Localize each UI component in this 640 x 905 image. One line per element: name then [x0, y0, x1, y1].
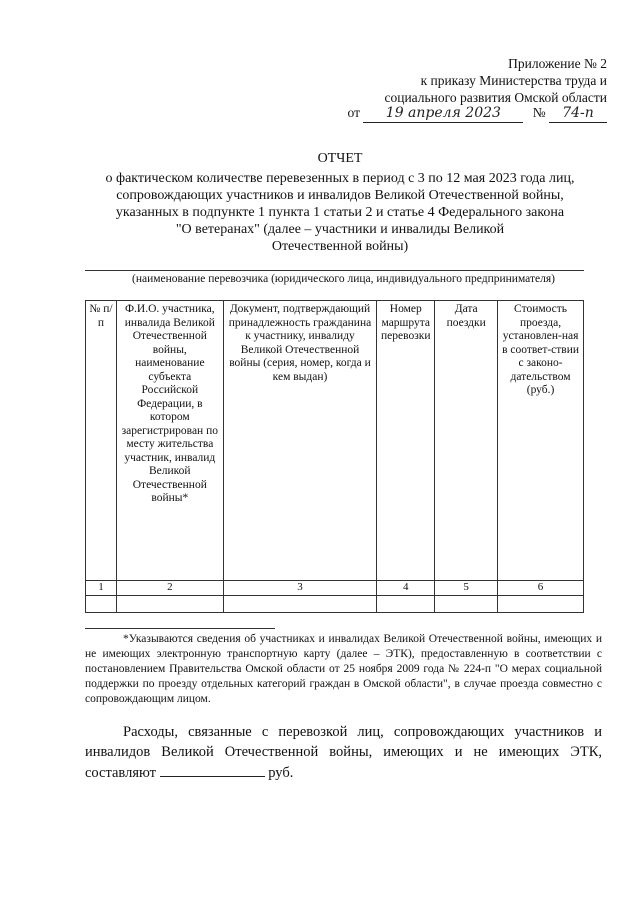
footnote-separator [85, 628, 275, 629]
number-label: № [532, 105, 546, 120]
empty-cell [86, 595, 117, 612]
number-cell: 5 [435, 581, 498, 596]
currency-unit: руб. [268, 765, 294, 781]
carrier-caption: (наименование перевозчика (юридического лица, индивидуального предпринимателя) [132, 273, 555, 285]
number-cell: 3 [223, 581, 377, 596]
report-subtitle-1: о фактическом количестве перевезенных в период с 3 по 12 мая 2023 года лиц, [105, 171, 575, 186]
conclusion [85, 722, 602, 783]
number-cell: 2 [116, 581, 223, 596]
from-label: от [347, 105, 360, 120]
table-number-row [86, 581, 584, 596]
appendix-line-order: к приказу Министерства труда и [420, 73, 607, 88]
appendix-title: Приложение № 2 [508, 56, 607, 71]
header-cell: Ф.И.О. участника, инвалида Великой Отечественной войны, наименование субъекта Российской Федерации, в котором зарегистрирован по месту жительства участник, инвалид Великой Отечественной войны* [116, 301, 223, 581]
handwritten-date: 19 апреля 2023 [363, 105, 523, 123]
conclusion-text: Расходы, связанные с перевозкой лиц, сопровождающих участников и инвалидов Великой Отечественной войны, имеющих и не имеющих ЭТК, составляют [85, 724, 602, 781]
appendix-line-ministry: социального развития Омской области [384, 90, 607, 105]
report-title: ОТЧЕТ [317, 151, 363, 166]
empty-cell [435, 595, 498, 612]
table-row [86, 595, 584, 612]
header-cell: Документ, подтверждающий принадлежность гражданина к участнику, инвалиду Великой Отечественной войны (серия, номер, когда и кем выдан) [223, 301, 377, 581]
report-table [85, 300, 584, 613]
table-header-row [86, 301, 584, 581]
carrier-name-line [85, 270, 584, 271]
report-subtitle-4: "О ветеранах" (далее – участники и инвалиды Великой [175, 222, 505, 237]
header-cell: Стоимость проезда, установлен-ная в соответ-ствии с законо-дательством (руб.) [498, 301, 584, 581]
amount-blank [160, 762, 265, 777]
report-subtitle-5: Отечественной войны) [271, 239, 409, 254]
empty-cell [223, 595, 377, 612]
report-subtitle-3: указанных в подпункте 1 пункта 1 статьи 2 и статье 4 Федерального закона [115, 205, 565, 220]
number-cell: 4 [377, 581, 435, 596]
number-cell: 6 [498, 581, 584, 596]
appendix-date-line [348, 104, 608, 123]
handwritten-number: 74-п [549, 105, 607, 123]
header-cell: Дата поездки [435, 301, 498, 581]
empty-cell [498, 595, 584, 612]
header-cell: № п/п [86, 301, 117, 581]
number-cell: 1 [86, 581, 117, 596]
header-cell: Номер маршрута перевозки [377, 301, 435, 581]
empty-cell [116, 595, 223, 612]
report-subtitle-2: сопровождающих участников и инвалидов Великой Отечественной войны, [116, 188, 564, 203]
footnote: *Указываются сведения об участниках и инвалидах Великой Отечественной войны, имеющих и не имеющих электронную транспортную карту (далее – ЭТК), предоставленную в соответствии с постановлением Правительства Омской области от 25 ноября 2009 года № 224-п "О мерах социальной поддержки по проезду отдельных категорий граждан в Омской области", в случае проезда совместно с сопровождающим лицом. [85, 633, 602, 705]
empty-cell [377, 595, 435, 612]
